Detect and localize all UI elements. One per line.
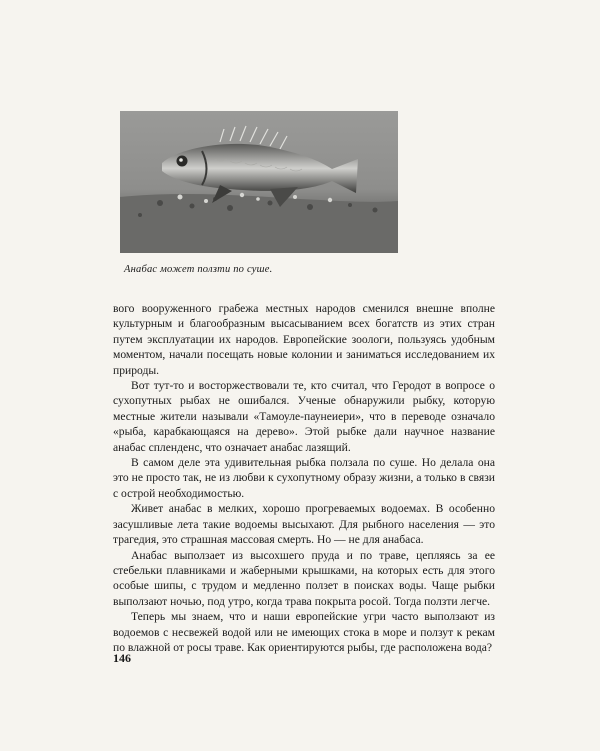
paragraph: Живет анабас в мелких, хорошо прогреваемых водоемах. В особенно засушливые лета такие водоемы высыхают. Для рыбного населения — это трагедия, это страшная массовая смерть. Но — не для анабаса.: [113, 502, 495, 547]
anabas-photo: [120, 111, 398, 253]
paragraph: вого вооруженного грабежа местных народов сменился внешне вполне культурным и благообразным высасыванием всех богатств из этих стран путем эксплуатации их народов. Европейские зоологи, пользуясь удобным моментом, начали посещать новые колонии и заниматься исследованием их природы.: [113, 302, 495, 377]
fish-photo-illustration: [120, 111, 398, 253]
page-number: 146: [113, 651, 131, 665]
paragraph: Анабас выползает из высохшего пруда и по траве, цепляясь за ее стебельки плавниками и жаберными крышками, на которых есть для этого особые шипы, с трудом и медленно ползет в поисках воды. Чаще рыбки выползают ночью, под утро, когда трава покрыта росой. Тогда ползти легче.: [113, 548, 495, 608]
paragraph: В самом деле эта удивительная рыбка ползала по суше. Но делала она это не просто так, не из любви к сухопутному образу жизни, а только в связи с острой необходимостью.: [113, 456, 495, 500]
body-text: [113, 301, 495, 655]
paragraph: Теперь мы знаем, что и наши европейские угри часто выползают из водоемов с несвежей водой или не имеющих стока в море и ползут к рекам по влажной от росы траве. Как ориентируются рыбы, где расположена вода?: [113, 610, 495, 654]
figure-caption: Анабас может ползти по суше.: [124, 264, 273, 275]
paragraph: Вот тут-то и восторжествовали те, кто считал, что Геродот в вопросе о сухопутных рыбах не ошибался. Ученые обнаружили рыбку, которую местные жители называли «Тамоуле-паунеиери», что в переводе означало «рыба, карабкающаяся на дерево». Этой рыбке дали научное название анабас спленденс, что означает анабас лазящий.: [113, 379, 495, 454]
